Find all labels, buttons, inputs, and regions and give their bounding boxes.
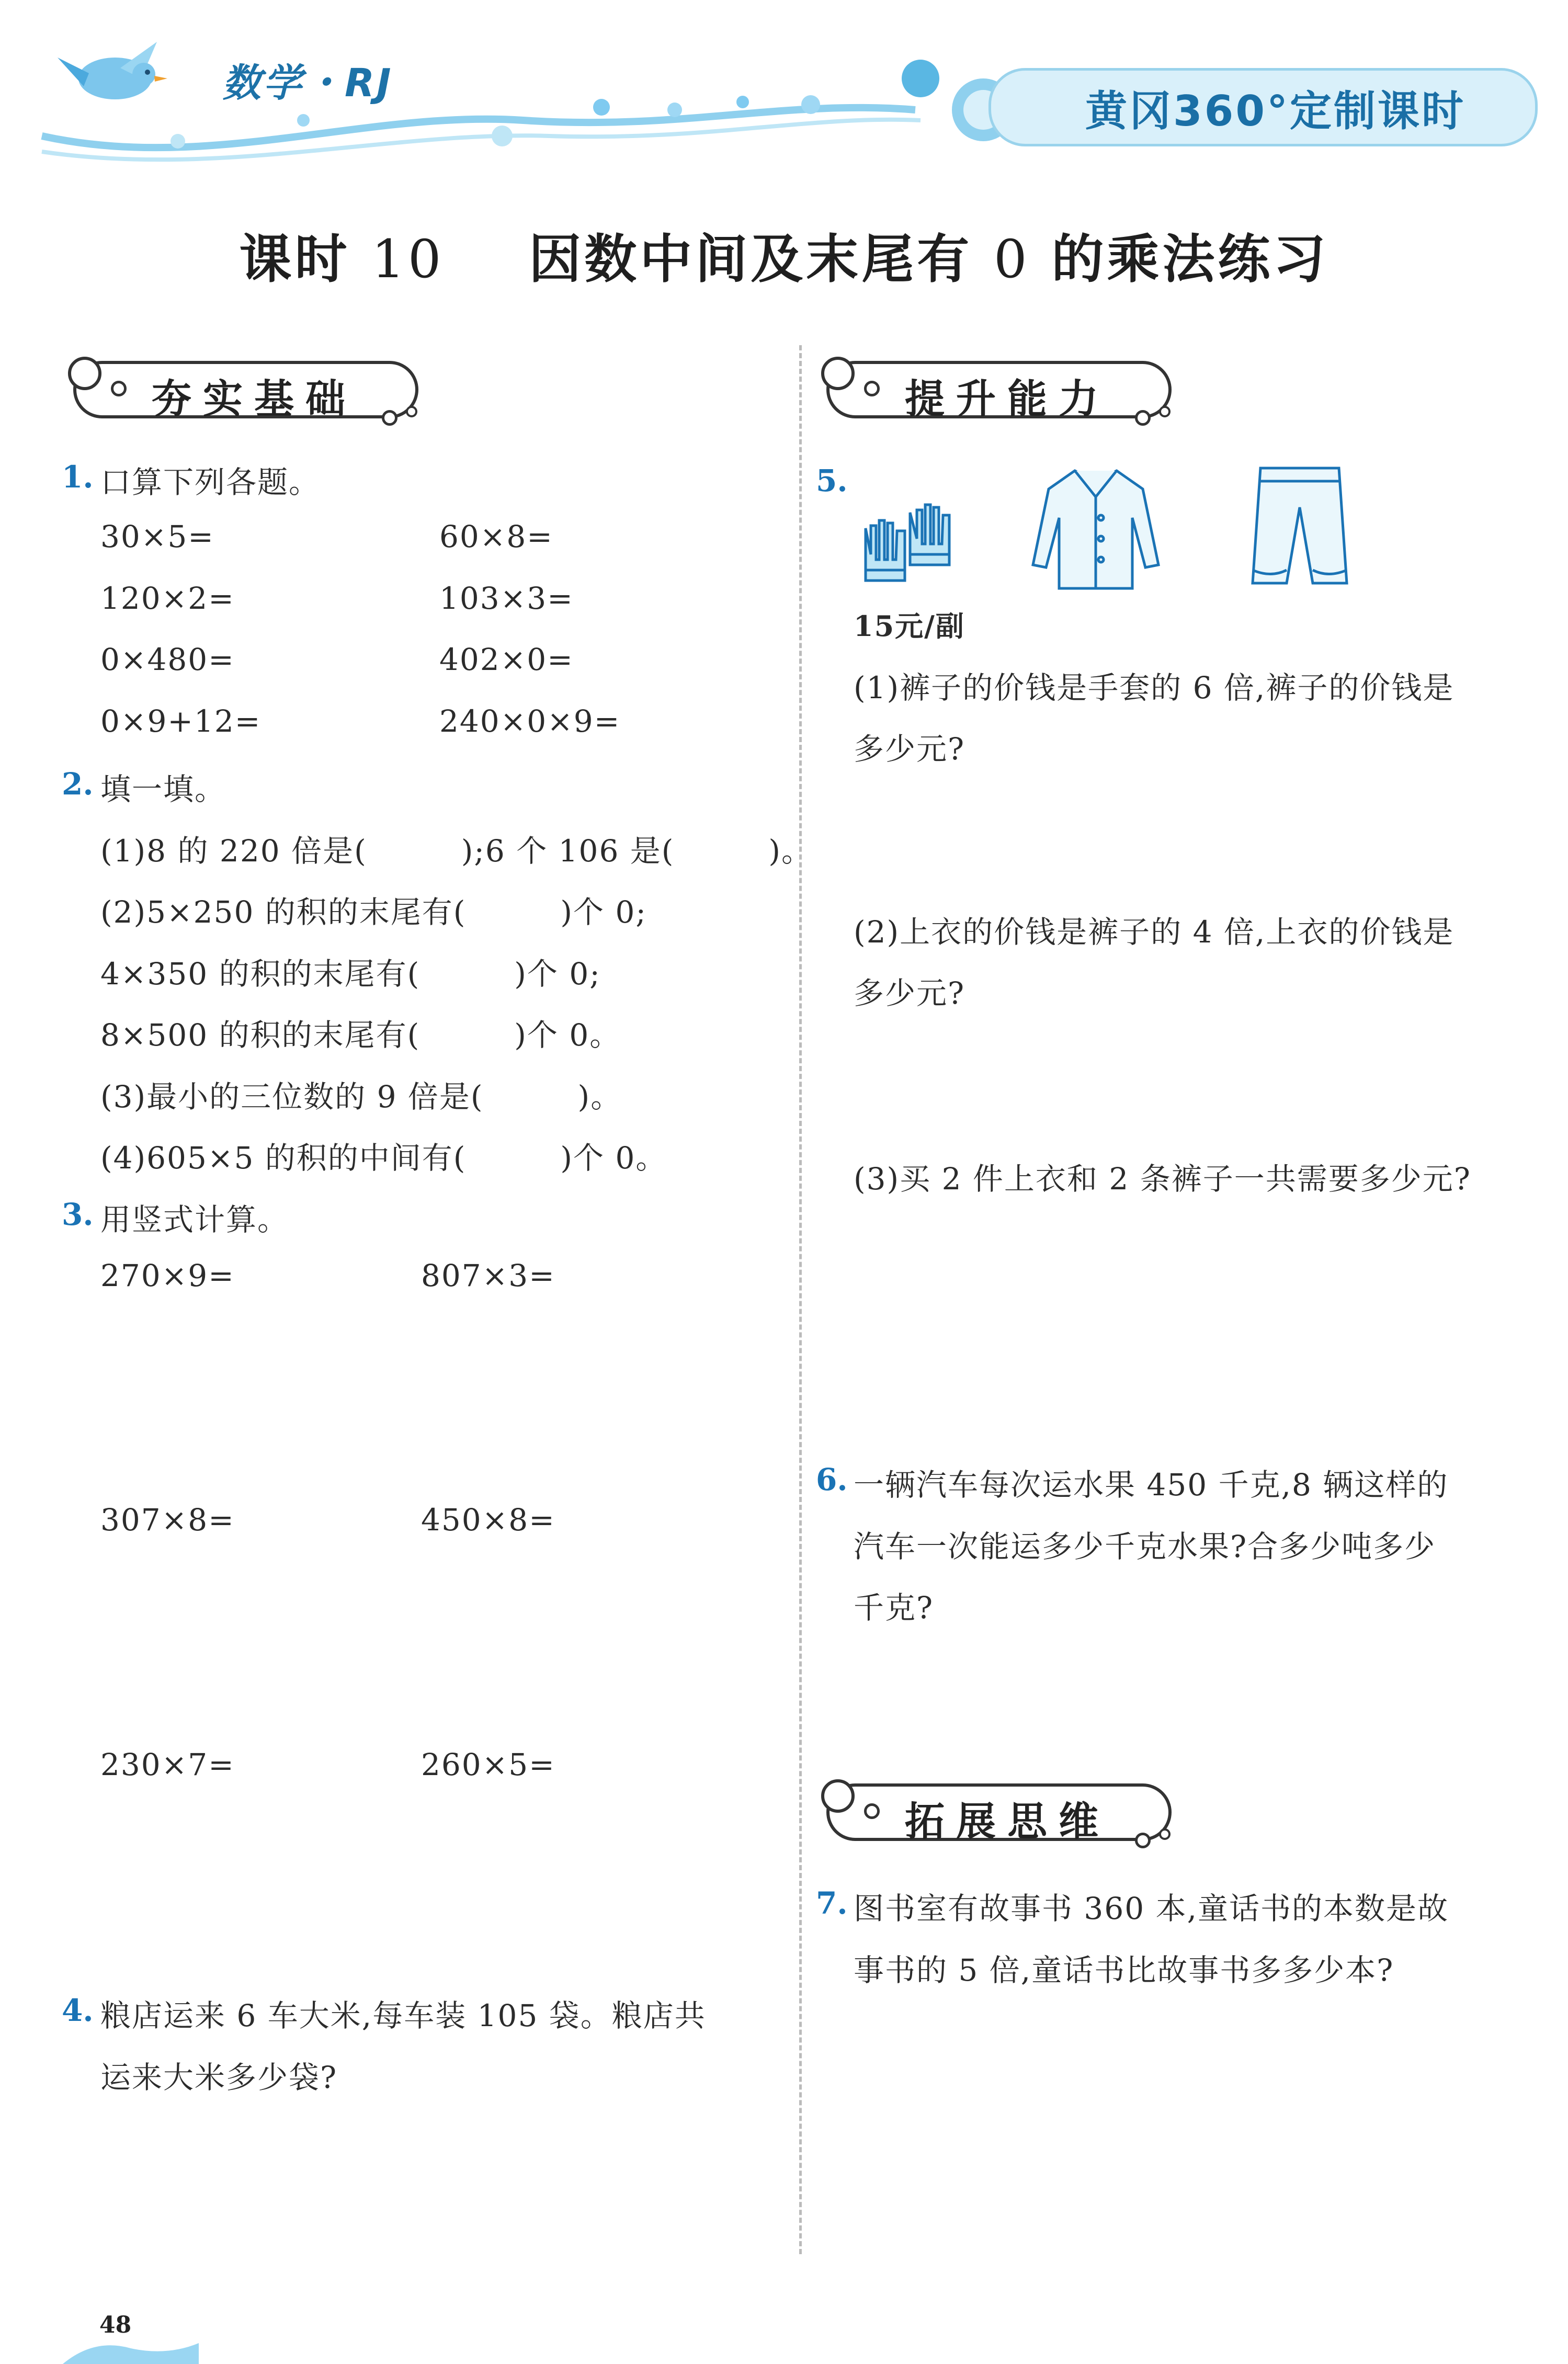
q5-number: 5. xyxy=(816,463,848,498)
gloves-icon xyxy=(855,481,960,586)
q2-line: (4)605×5 的积的中间有( )个 0。 xyxy=(100,1140,667,1176)
section-basic-heading xyxy=(73,361,418,429)
q4-line: 运来大米多少袋? xyxy=(100,2060,338,2095)
q3-item: 807×3= xyxy=(421,1258,555,1293)
page-title xyxy=(0,217,1568,292)
q3-item: 307×8= xyxy=(100,1502,235,1538)
q3-prompt: 用竖式计算。 xyxy=(100,1202,289,1237)
q2-line: 8×500 的积的末尾有( )个 0。 xyxy=(100,1017,621,1053)
q1-prompt: 口算下列各题。 xyxy=(100,464,321,500)
q7-line: 事书的 5 倍,童话书比故事书多多少本? xyxy=(854,1952,1394,1988)
q1-item: 240×0×9= xyxy=(439,703,621,739)
column-divider xyxy=(799,345,802,2254)
q4-line: 粮店运来 6 车大米,每车装 105 袋。粮店共 xyxy=(100,1998,706,2033)
q1-item: 0×9+12= xyxy=(100,703,262,739)
q1-item: 60×8= xyxy=(439,519,553,554)
title-zero: 0 xyxy=(994,229,1030,290)
page-number: 48 xyxy=(99,2312,132,2338)
title-text-a: 因数中间及末尾有 xyxy=(529,229,973,290)
q6-number: 6. xyxy=(816,1462,848,1497)
q1-item: 0×480= xyxy=(100,642,235,677)
q6-line: 汽车一次能运多少千克水果?合多少吨多少 xyxy=(854,1529,1436,1564)
q1-item: 103×3= xyxy=(439,581,574,616)
bird-logo-icon xyxy=(52,37,173,115)
q3-number: 3. xyxy=(62,1197,94,1232)
q2-prompt: 填一填。 xyxy=(100,771,226,807)
title-lesson-number: 10 xyxy=(371,229,445,290)
title-text-b: 的乘法练习 xyxy=(1051,229,1329,290)
q2-number: 2. xyxy=(62,766,94,802)
q7-number: 7. xyxy=(816,1885,848,1921)
subject-label: 数学・RJ xyxy=(222,61,393,106)
pants-icon xyxy=(1245,460,1355,591)
section-expand-label: 拓展思维 xyxy=(905,1798,1110,1845)
gloves-price: 15元/副 xyxy=(854,609,965,643)
q5-part1: (1)裤子的价钱是手套的 6 倍,裤子的价钱是 xyxy=(854,670,1455,706)
section-improve-label: 提升能力 xyxy=(905,376,1110,422)
q7-line: 图书室有故事书 360 本,童话书的本数是故 xyxy=(854,1891,1449,1926)
q6-line: 一辆汽车每次运水果 450 千克,8 辆这样的 xyxy=(854,1467,1449,1503)
q2-line: (3)最小的三位数的 9 倍是( )。 xyxy=(100,1079,622,1115)
q5-part3: (3)买 2 件上衣和 2 条裤子一共需要多少元? xyxy=(854,1161,1471,1197)
q3-item: 450×8= xyxy=(421,1502,555,1538)
q2-line: (2)5×250 的积的末尾有( )个 0; xyxy=(100,894,647,930)
q1-number: 1. xyxy=(62,459,94,495)
q2-line: (1)8 的 220 倍是( );6 个 106 是( )。 xyxy=(100,833,813,869)
q1-item: 30×5= xyxy=(100,519,214,554)
q2-line: 4×350 的积的末尾有( )个 0; xyxy=(100,956,601,992)
q3-item: 260×5= xyxy=(421,1747,555,1782)
q1-item: 120×2= xyxy=(100,581,235,616)
q6-line: 千克? xyxy=(854,1590,934,1626)
q5-part1: 多少元? xyxy=(854,731,965,767)
shirt-icon xyxy=(1028,460,1164,596)
q5-part2: 多少元? xyxy=(854,975,965,1011)
section-improve-heading xyxy=(826,361,1172,429)
title-lesson: 课时 xyxy=(239,229,350,290)
q3-item: 270×9= xyxy=(100,1258,235,1293)
section-basic-label: 夯实基础 xyxy=(152,376,357,422)
q1-item: 402×0= xyxy=(439,642,574,677)
q4-number: 4. xyxy=(62,1993,94,2028)
q5-part2: (2)上衣的价钱是裤子的 4 倍,上衣的价钱是 xyxy=(854,914,1455,950)
section-expand-heading xyxy=(826,1783,1172,1851)
brand-label: 黄冈360°定制课时 xyxy=(1085,87,1465,135)
q3-item: 230×7= xyxy=(100,1747,235,1782)
